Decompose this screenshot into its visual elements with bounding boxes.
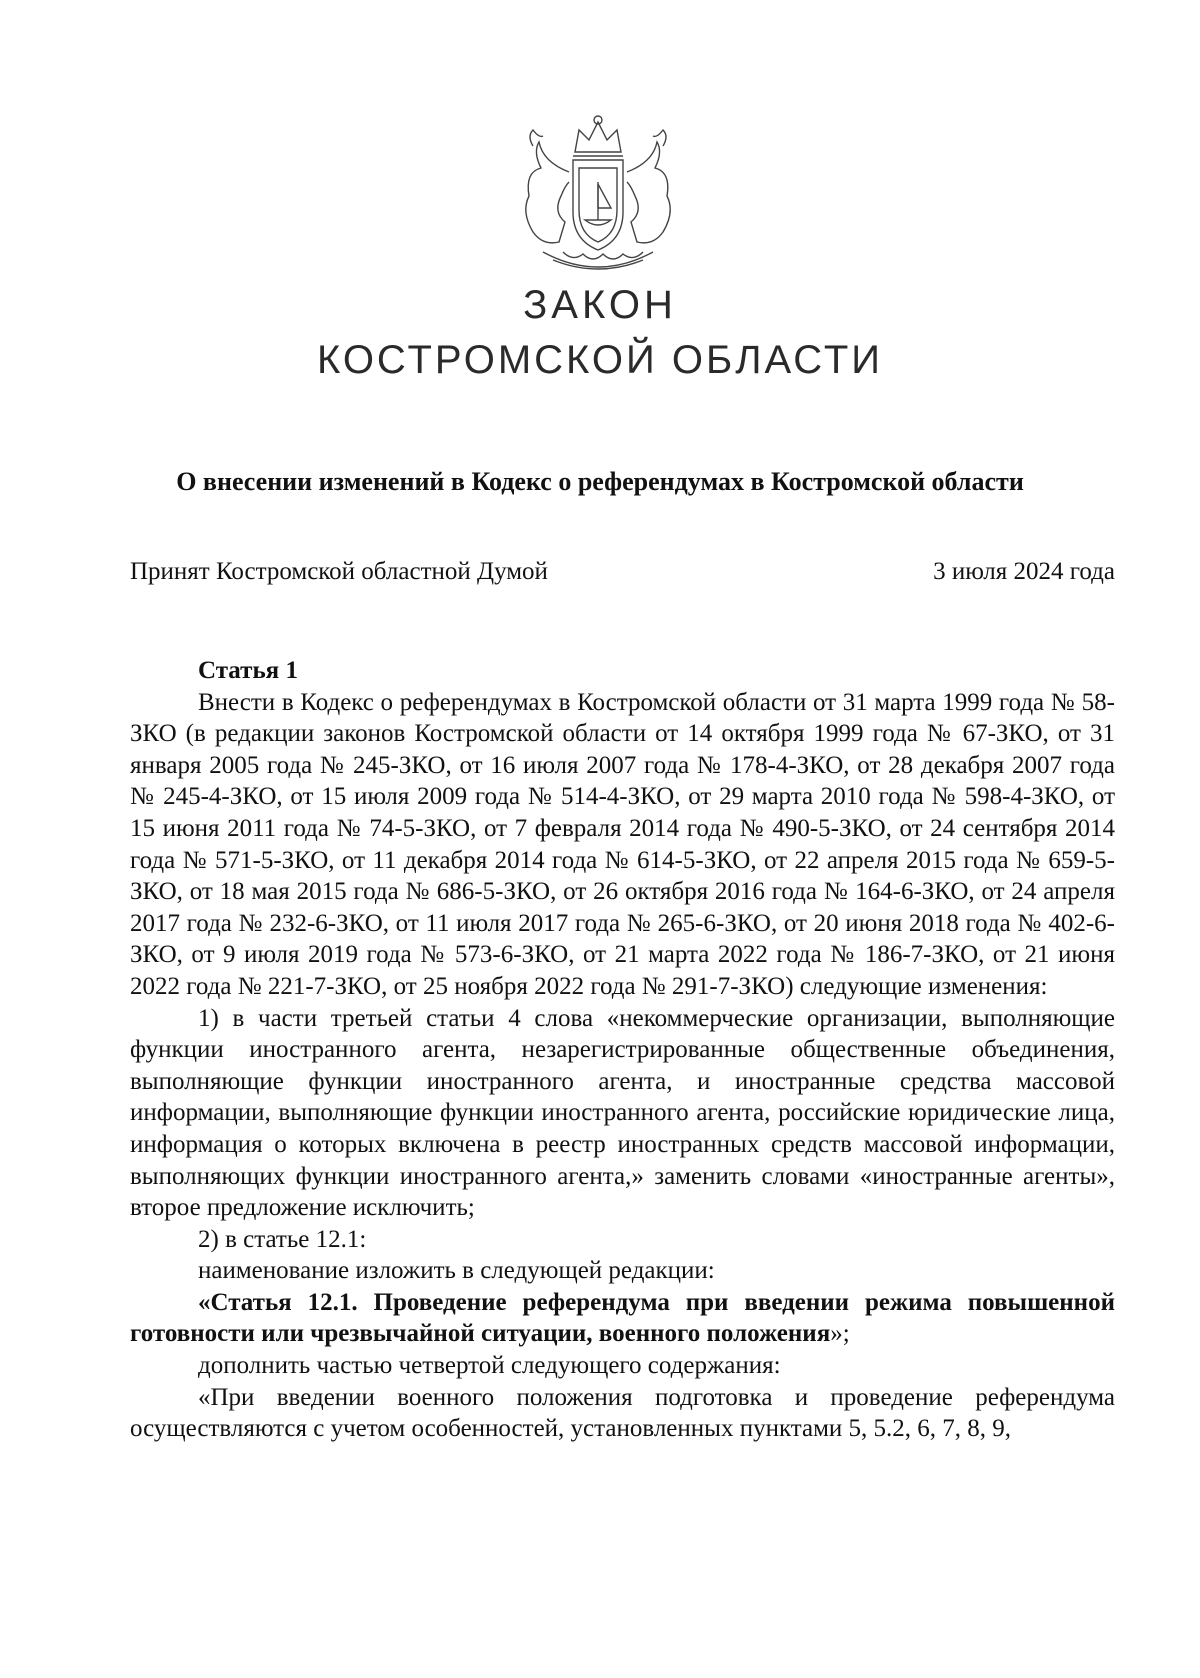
item-2-text-paragraph: «При введении военного положения подготовка и проведение референдума осуществляются с учетом особенностей, установленных пунктами 5, 5.2, 6, 7, 8, 9, (130, 1383, 1115, 1443)
item-2-name-paragraph: наименование изложить в следующей редакции: (198, 1257, 715, 1285)
adopted-by-label: Принят Костромской областной Думой (130, 558, 548, 585)
quote-open: « (198, 1288, 211, 1316)
document-title: О внесении изменений в Кодекс о референдумах в Костромской области (176, 467, 1024, 496)
item-2-quote-paragraph (130, 1287, 1115, 1350)
adoption-row (130, 558, 1115, 586)
quote-close: »; (830, 1320, 850, 1348)
coat-of-arms-emblem (503, 112, 693, 282)
article-body (130, 655, 1115, 1445)
item-1-paragraph: 1) в части третьей статьи 4 слова «некоммерческие организации, выполняющие функции иностранного агента, незарегистрированные общественные объединения, выполняющие функции иностранного агента, и иностранные средства массовой информации, выполняющие функции иностранного агента, российские юридические лица, информация о которых включена в реестр иностранных средств массовой информации, выполняющих функции иностранного агента,» заменить словами «иностранные агенты», второе предложение исключить; (130, 1004, 1115, 1222)
item-2-add-paragraph: дополнить частью четвертой следующего содержания: (198, 1352, 781, 1380)
quoted-article-title: Статья 12.1. Проведение референдума при введении режима повышенной готовности или чрезвычайной ситуации, военного положения (130, 1288, 1115, 1348)
adoption-date: 3 июля 2024 года (933, 558, 1115, 585)
article-heading: Статья 1 (198, 657, 298, 684)
article-intro-paragraph: Внести в Кодекс о референдумах в Костромской области от 31 марта 1999 года № 58-ЗКО (в редакции законов Костромской области от 14 октября 1999 года № 67-ЗКО, от 31 января 2005 года № 245-ЗКО, от 16 июля 2007 года № 178-4-ЗКО, от 28 декабря 2007 года № 245-4-ЗКО, от 15 июля 2009 года № 514-4-ЗКО, от 29 марта 2010 года № 598-4-ЗКО, от 15 июня 2011 года № 74-5-ЗКО, от 7 февраля 2014 года № 490-5-ЗКО, от 24 сентября 2014 года № 571-5-ЗКО, от 11 декабря 2014 года № 614-5-ЗКО, от 22 апреля 2015 года № 659-5-ЗКО, от 18 мая 2015 года № 686-5-ЗКО, от 26 октября 2016 года № 164-6-ЗКО, от 24 апреля 2017 года № 232-6-ЗКО, от 11 июля 2017 года № 265-6-ЗКО, от 20 июня 2018 года № 402-6-ЗКО, от 9 июля 2019 года № 573-6-ЗКО, от 21 марта 2022 года № 186-7-ЗКО, от 21 июня 2022 года № 221-7-ЗКО, от 25 ноября 2022 года № 291-7-ЗКО) следующие изменения: (130, 688, 1115, 1000)
item-2-paragraph: 2) в статье 12.1: (198, 1225, 367, 1253)
region-heading: КОСТРОМСКОЙ ОБЛАСТИ (316, 338, 884, 382)
law-heading: ЗАКОН (523, 283, 677, 327)
